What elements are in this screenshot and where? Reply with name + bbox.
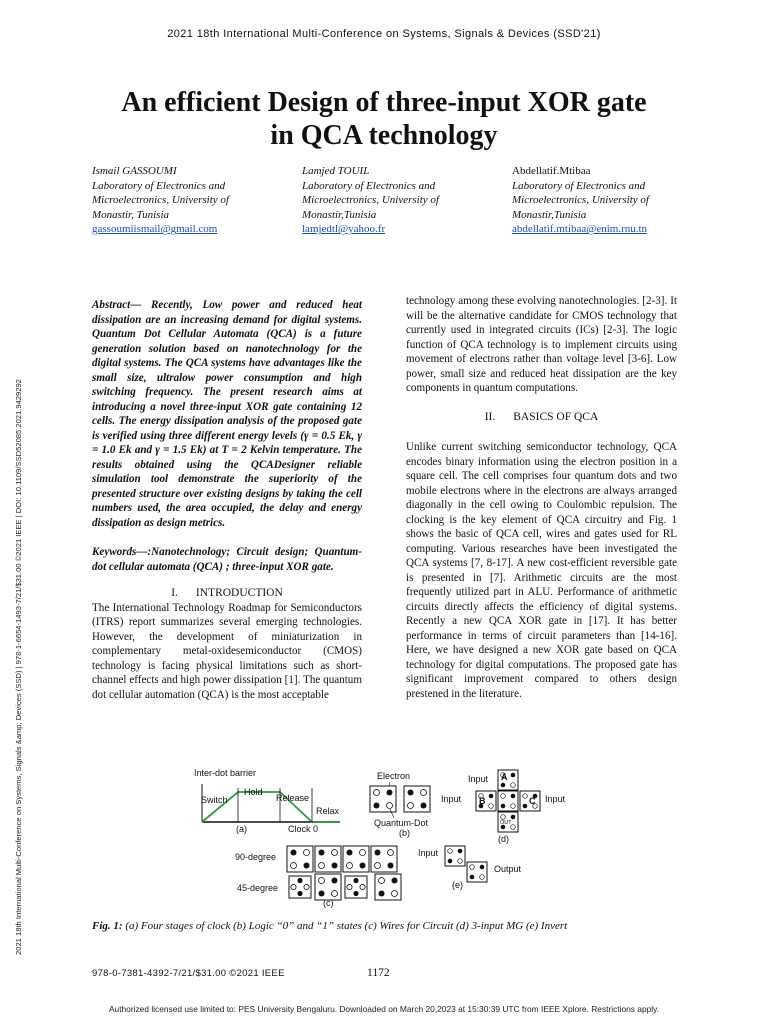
body-paragraph: Unlike current switching semiconductor technology, QCA encodes binary information using the electron position in a square cell. The cell comprises four quantum dots and two mobile electrons where in the electrons are always arranged diagonally in the cell owing to Coulombic repulsion. The clocking is the key element of QCA circuitry and Fig. 1 shows the basic of QCA cell, wires and gates used for RL computing. Various researches have been investigated the QCA systems [7, 8-17]. A new cost-efficient reversible gate is presented in [7]. Arithmetic circuits are the most frequently utilized part in ALU. Performance of arithmetic circuits directly affects the efficiency of digital systems. Recently a new QCA XOR gate in [17]. It has better performance in terms of circuit parameters than [14-16]. Here, we have designed a new XOR gate based on QCA technology for digital computations. The proposed gate has significant improvement compared to others design prestened in the literature. [406, 441, 677, 700]
section-number: II. [484, 410, 496, 423]
majority-gate-diagram [441, 770, 566, 844]
clock-stages-diagram [194, 768, 340, 834]
author-affiliation: Microelectronics, University of [92, 194, 229, 207]
caption-text: (a) Four stages of clock (b) Logic “0” and “1” states (c) Wires for Circuit (d) 3-input MG (e) Invert [122, 920, 568, 932]
cell-c-label: C [529, 796, 536, 806]
logic-states-diagram [370, 771, 430, 838]
stage-relax: Relax [316, 806, 340, 816]
stage-switch: Switch [201, 795, 228, 805]
inverter-output-label: Output [494, 864, 522, 874]
title-line-1: An efficient Design of three-input XOR gate [121, 87, 647, 118]
author-email-link[interactable]: lamjedtl@yahoo.fr [302, 223, 386, 236]
label-e: (e) [452, 880, 463, 890]
label-d: (d) [498, 834, 509, 844]
cell-a-label: A [501, 772, 508, 782]
label-c: (c) [323, 898, 334, 908]
caption-prefix: Fig. 1: [92, 920, 123, 932]
authorization-notice: Authorized licensed use limited to: PES University Bengaluru. Downloaded on March 20,2023 at 15:30:39 UTC from IEEE Xplore. Restrictions apply. [108, 1004, 660, 1014]
clock-title: Inter-dot barrier [194, 768, 257, 778]
author-affiliation: Laboratory of Electronics and [302, 179, 436, 192]
paper-title [60, 86, 708, 152]
conference-header: 2021 18th International Multi-Conference on Systems, Signals & Devices (SSD'21) [167, 28, 601, 40]
author-email-link[interactable]: gassoumiismail@gmail.com [92, 223, 218, 236]
electron-label: Electron [377, 771, 411, 781]
author-affiliation: Laboratory of Electronics and [92, 179, 226, 192]
wire-90-degree-label: 90-degree [235, 852, 277, 862]
out-label: OUT [500, 820, 512, 826]
isbn-line: 978-0-7381-4392-7/21/$31.00 ©2021 IEEE [92, 968, 285, 979]
section-heading-basics [406, 410, 677, 425]
section-number: I. [171, 587, 178, 599]
page-number: 1172 [367, 967, 390, 979]
stage-hold: Hold [244, 787, 263, 797]
author-name: Abdellatif.Mtibaa [512, 165, 591, 177]
label-b: (b) [399, 828, 410, 838]
author-affiliation: Microelectronics, University of [512, 194, 649, 207]
inverter-diagram [418, 846, 522, 890]
author-affiliation: Monastir,Tunisia [302, 208, 377, 221]
wires-diagram [235, 846, 401, 908]
stage-release: Release [276, 793, 310, 803]
section-title: BASICS OF QCA [513, 410, 599, 423]
right-column [406, 294, 677, 701]
body-paragraph: technology among these evolving nanotechnologies. [2-3]. It will be the alternative candidate for CMOS technology that currently used in integrated circuits (ICs) [2-3]. The logic function of QCA technology is to implement circuits using movement of electrons rather than voltage level [3-6]. Low power, small size and reduced heat dissipation are the key components in quantum computations. [406, 295, 677, 394]
author-affiliation: Monastir, Tunisia [92, 208, 170, 221]
inverter-input-label: Input [418, 848, 439, 858]
input-label-left: Input [441, 794, 462, 804]
author-name: Lamjed TOUIL [302, 165, 370, 177]
author-affiliation: Microelectronics, University of [302, 194, 439, 207]
author-name: Ismail GASSOUMI [92, 165, 177, 177]
section-title: INTRODUCTION [195, 587, 283, 599]
input-label-right: Input [545, 794, 566, 804]
intro-paragraph: The International Technology Roadmap for Semiconductors (ITRS) report summarizes several emerging technologies. However, the development of miniaturization in complementary metal-oxidesemiconductor (CMOS) technology is facing physical limitations such as short-channel effects and high power dissipation [1]. The quantum dot cellular automation (QCA) is the most acceptable [92, 601, 362, 701]
author-block-2 [302, 164, 487, 237]
title-line-2: in QCA technology [270, 120, 498, 151]
section-heading-introduction [92, 586, 362, 601]
author-affiliation: Laboratory of Electronics and [512, 179, 646, 192]
input-label-top: Input [468, 774, 489, 784]
side-doi-text: 2021 18th International Multi-Conference on Systems, Signals &amp; Devices (SSD) | 978-1-6654-1493-7/21/$31.00 ©2021 IEEE | DOI: 10.1109/SSD52085.2021.9429292 [14, 379, 23, 955]
left-column [92, 298, 362, 702]
author-affiliation: Monastir,Tunisia [512, 208, 587, 221]
figure-caption [92, 920, 712, 932]
figure-1 [190, 764, 590, 914]
author-block-1 [92, 164, 277, 237]
author-email-link[interactable]: abdellatif.mtibaa@enim.rnu.tn [512, 223, 648, 236]
abstract: Abstract— Recently, Low power and reduced heat dissipation are an increasing demand for digital systems. Quantum Dot Cellular Automata (QCA) is a future generation solution based on nanotechnology for the digital systems. The QCA systems have advantages like the small size, ultralow power consumption and high switching frequency. The present research aims at introducing a novel three-input XOR gate containing 12 cells. The energy dissipation analysis of the proposed gate is verified using three different energy levels (γ = 0.5 Ek, γ = 1.0 Ek and γ = 1.5 Ek) at T = 2 Kelvin temperature. The results obtained using the QCADesigner reliable simulation tool demonstrate the superiority of the presented structure over existing designs by taking the cell numbers used, the area occupied, the delay and energy dissipation as design metrics. [92, 299, 362, 529]
quantum-dot-label: Quantum-Dot [374, 818, 429, 828]
author-block-3 [512, 164, 697, 237]
label-a: (a) [236, 824, 247, 834]
wire-45-degree-label: 45-degree [237, 883, 279, 893]
keywords: Keywords—:Nanotechnology; Circuit design; Quantum-dot cellular automata (QCA) ; three-input XOR gate. [92, 546, 362, 573]
cell-b-label: B [479, 796, 486, 806]
clock0-label: Clock 0 [288, 824, 319, 834]
